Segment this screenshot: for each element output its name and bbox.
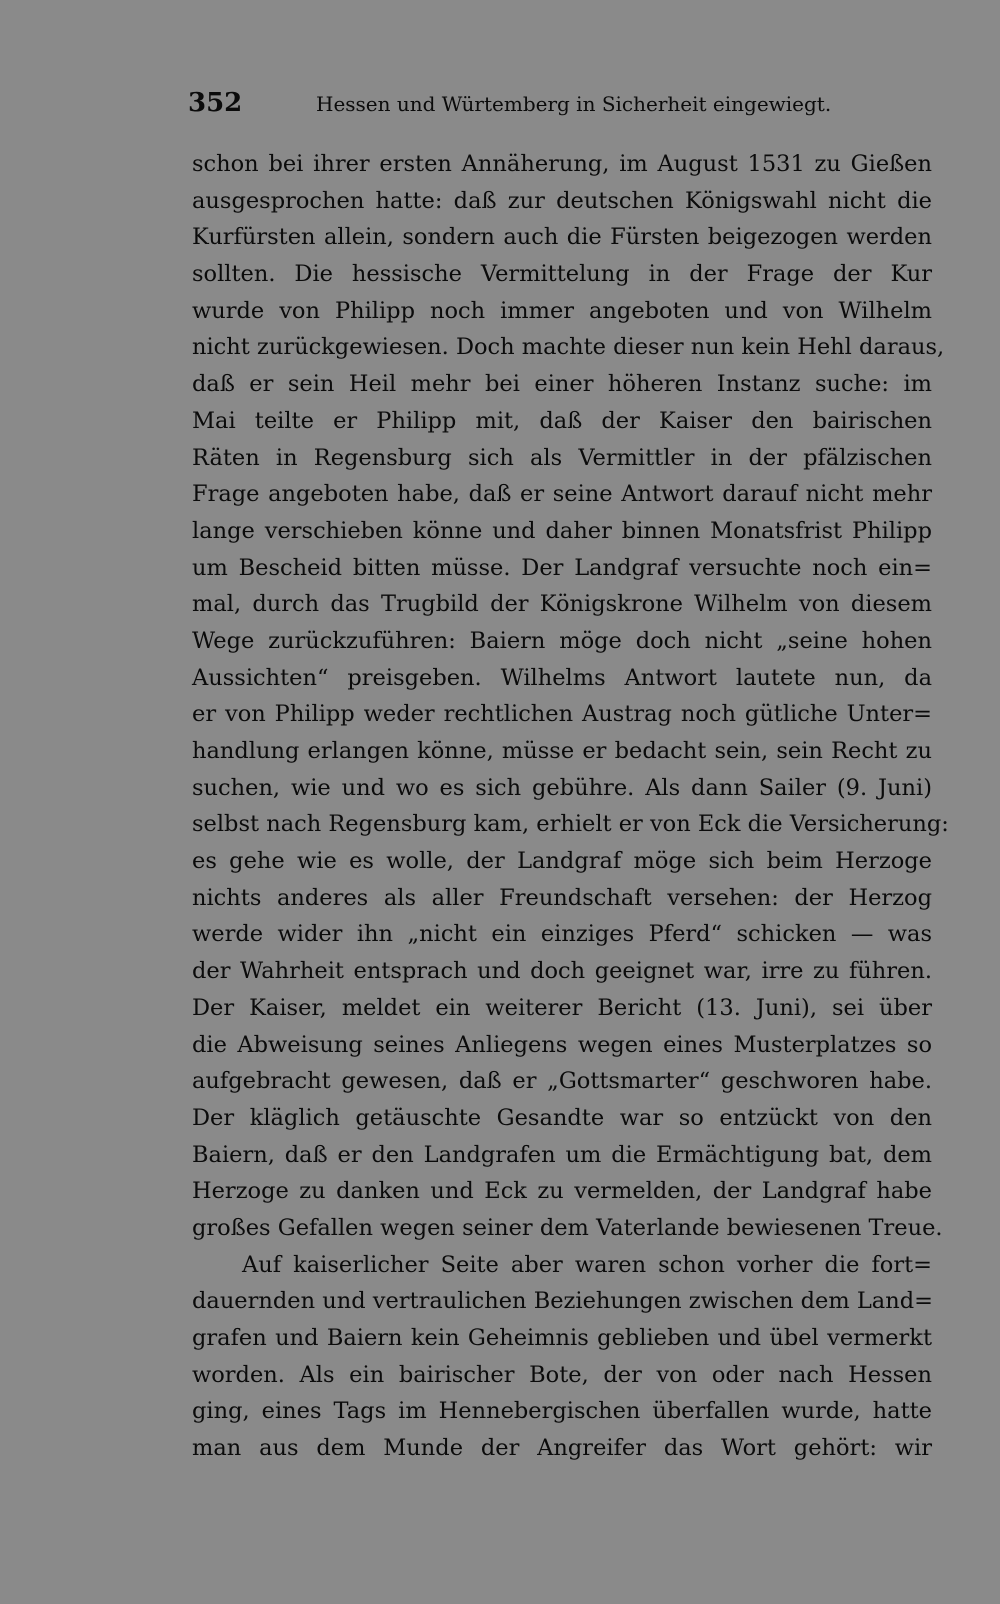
- text-line: werde wider ihn „nicht ein einziges Pferd“ schicken — was: [192, 921, 932, 948]
- text-line: ausgesprochen hatte: daß zur deutschen Königswahl nicht die: [192, 187, 932, 214]
- text-line: Frage angeboten habe, daß er seine Antwort darauf nicht mehr: [192, 481, 932, 508]
- text-line: Aussichten“ preisgeben. Wilhelms Antwort lautete nun, da: [192, 664, 932, 691]
- text-line: daß er sein Heil mehr bei einer höheren Instanz suche: im: [192, 371, 932, 398]
- text-line: schon bei ihrer ersten Annäherung, im August 1531 zu Gießen: [192, 151, 932, 177]
- text-line: Der Kaiser, meldet ein weiterer Bericht (13. Juni), sei über: [192, 994, 932, 1021]
- text-line: nicht zurückgewiesen. Doch machte dieser nun kein Hehl daraus,: [192, 334, 945, 361]
- text-line: um Bescheid bitten müsse. Der Landgraf versuchte noch ein=: [192, 554, 932, 581]
- text-line: nichts anderes als aller Freundschaft versehen: der Herzog: [192, 884, 932, 911]
- text-line: Auf kaiserlicher Seite aber waren schon vorher die fort=: [242, 1251, 932, 1278]
- text-line: selbst nach Regensburg kam, erhielt er von Eck die Versicherung:: [192, 811, 949, 838]
- text-line: Herzoge zu danken und Eck zu vermelden, der Landgraf habe: [192, 1178, 932, 1205]
- text-line: der Wahrheit entsprach und doch geeignet war, irre zu führen.: [192, 958, 932, 985]
- text-line: Baiern, daß er den Landgrafen um die Ermächtigung bat, dem: [192, 1141, 932, 1168]
- text-line: großes Gefallen wegen seiner dem Vaterlande bewiesenen Treue.: [192, 1214, 943, 1241]
- text-line: dauernden und vertraulichen Beziehungen zwischen dem Land=: [192, 1288, 933, 1315]
- text-line: suchen, wie und wo es sich gebühre. Als dann Sailer (9. Juni): [192, 774, 932, 801]
- text-line: Der kläglich getäuschte Gesandte war so entzückt von den: [192, 1104, 932, 1131]
- text-line: mal, durch das Trugbild der Königskrone Wilhelm von diesem: [192, 591, 932, 618]
- text-line: Wege zurückzuführen: Baiern möge doch nicht „seine hohen: [192, 627, 932, 654]
- running-head: [188, 88, 930, 128]
- text-line: handlung erlangen könne, müsse er bedacht sein, sein Recht zu: [192, 738, 932, 764]
- running-title: Hessen und Würtemberg in Sicherheit eingewiegt.: [316, 92, 832, 116]
- text-line: grafen und Baiern kein Geheimnis geblieben und übel vermerkt: [192, 1325, 932, 1351]
- text-line: wurde von Philipp noch immer angeboten und von Wilhelm: [192, 297, 932, 324]
- text-line: sollten. Die hessische Vermittelung in der Frage der Kur: [192, 261, 932, 288]
- text-line: er von Philipp weder rechtlichen Austrag noch gütliche Unter=: [192, 701, 932, 728]
- text-line: die Abweisung seines Anliegens wegen eines Musterplatzes so: [192, 1031, 932, 1058]
- text-line: es gehe wie es wolle, der Landgraf möge sich beim Herzoge: [192, 848, 932, 875]
- text-line: Kurfürsten allein, sondern auch die Fürsten beigezogen werden: [192, 224, 932, 251]
- body-text: [192, 146, 949, 1467]
- text-line: man aus dem Munde der Angreifer das Wort gehört: wir: [192, 1435, 932, 1462]
- text-line: ging, eines Tags im Hennebergischen überfallen wurde, hatte: [192, 1398, 932, 1425]
- text-line: worden. Als ein bairischer Bote, der von oder nach Hessen: [192, 1361, 932, 1388]
- text-line: Räten in Regensburg sich als Vermittler in der pfälzischen: [192, 444, 932, 471]
- text-line: Mai teilte er Philipp mit, daß der Kaiser den bairischen: [192, 407, 932, 434]
- page-number: 352: [188, 88, 243, 118]
- text-line: lange verschieben könne und daher binnen Monatsfrist Philipp: [192, 517, 932, 544]
- text-line: aufgebracht gewesen, daß er „Gottsmarter“ geschworen habe.: [192, 1068, 932, 1095]
